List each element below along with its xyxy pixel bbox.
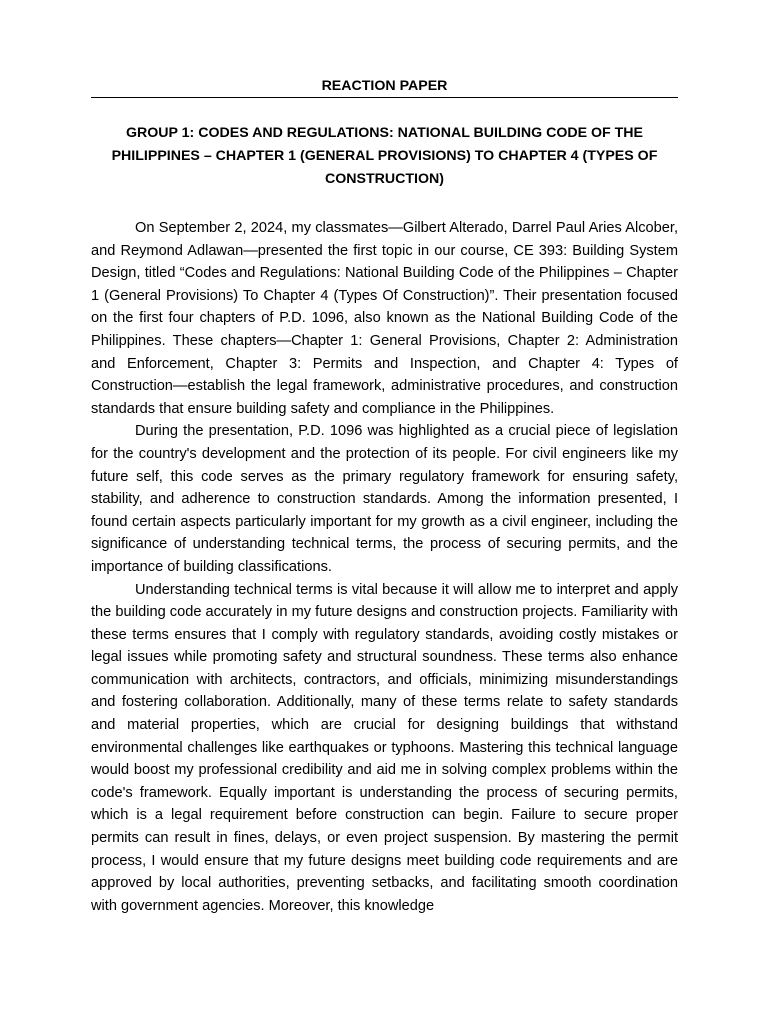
document-subtitle: GROUP 1: CODES AND REGULATIONS: NATIONAL BUILDING CODE OF THE PHILIPPINES – CHAPTER 1 (GENERAL PROVISIONS) TO CHAPTER 4 (TYPES OF CONSTRUCTION): [111, 125, 658, 187]
document-page: [91, 76, 678, 917]
body-paragraph-3: Understanding technical terms is vital because it will allow me to interpret and apply the building code accurately in my future designs and construction projects. Familiarity with these terms ensures that I comply with regulatory standards, avoiding costly mistakes or legal issues while promoting safety and structural soundness. These terms also enhance communication with architects, contractors, and officials, minimizing misunderstandings and fostering collaboration. Additionally, many of these terms relate to safety standards and material properties, which are crucial for designing buildings that withstand environmental challenges like earthquakes or typhoons. Mastering this technical language would boost my professional credibility and aid me in solving complex problems within the code's framework. Equally important is understanding the process of securing permits, which is a legal requirement before construction can begin. Failure to secure proper permits can result in fines, delays, or even project suspension. By mastering the permit process, I would ensure that my future designs meet building code requirements and are approved by local authorities, preventing setbacks, and facilitating smooth coordination with government agencies. Moreover, this knowledge: [91, 581, 678, 914]
body-paragraph-1: On September 2, 2024, my classmates—Gilbert Alterado, Darrel Paul Aries Alcober, and Reymond Adlawan—presented the first topic in our course, CE 393: Building System Design, titled “Codes and Regulations: National Building Code of the Philippines – Chapter 1 (General Provisions) To Chapter 4 (Types Of Construction)”. Their presentation focused on the first four chapters of P.D. 1096, also known as the National Building Code of the Philippines. These chapters—Chapter 1: General Provisions, Chapter 2: Administration and Enforcement, Chapter 3: Permits and Inspection, and Chapter 4: Types of Construction—establish the legal framework, administrative procedures, and construction standards that ensure building safety and compliance in the Philippines.: [91, 220, 678, 417]
document-heading: REACTION PAPER: [91, 76, 678, 98]
body-paragraph-2: During the presentation, P.D. 1096 was highlighted as a crucial piece of legislation for the country's development and the protection of its people. For civil engineers like my future self, this code serves as the primary regulatory framework for ensuring safety, stability, and adherence to construction standards. Among the information presented, I found certain aspects particularly important for my growth as a civil engineer, including the significance of understanding technical terms, the process of securing permits, and the importance of building classifications.: [91, 423, 678, 575]
document-body: [91, 217, 678, 917]
